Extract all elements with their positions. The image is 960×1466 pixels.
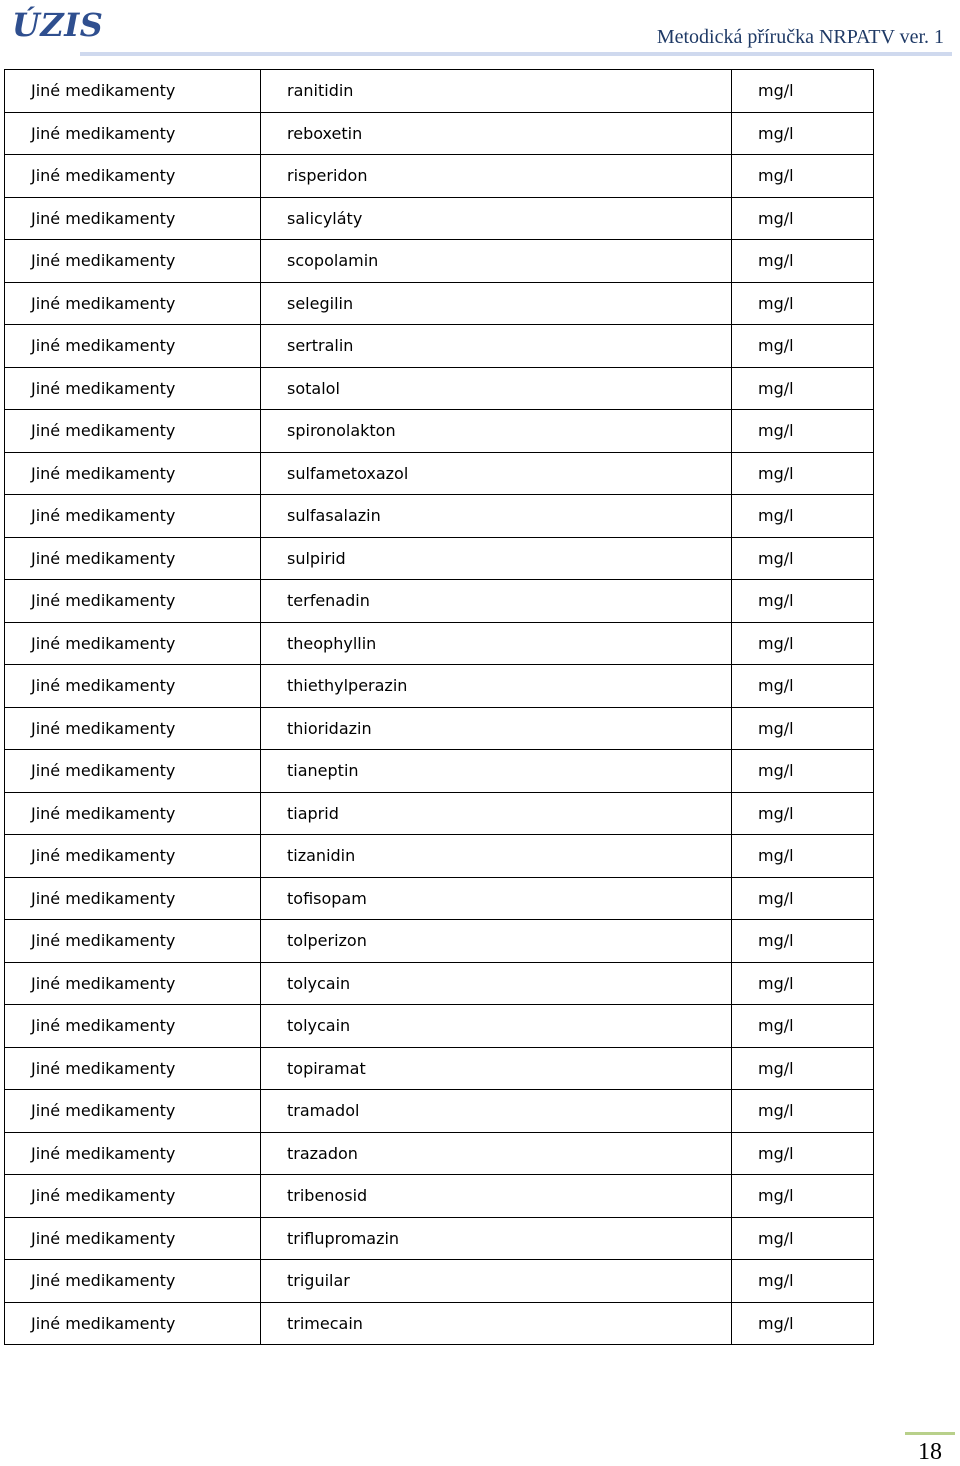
substance-cell: spironolakton	[261, 410, 732, 453]
category-cell: Jiné medikamenty	[5, 622, 261, 665]
category-cell: Jiné medikamenty	[5, 1175, 261, 1218]
substance-cell: triflupromazin	[261, 1217, 732, 1260]
substance-cell: triguilar	[261, 1260, 732, 1303]
substance-cell: risperidon	[261, 155, 732, 198]
substance-cell: tramadol	[261, 1090, 732, 1133]
category-cell: Jiné medikamenty	[5, 325, 261, 368]
category-cell: Jiné medikamenty	[5, 495, 261, 538]
substance-cell: sertralin	[261, 325, 732, 368]
category-cell: Jiné medikamenty	[5, 665, 261, 708]
substance-cell: tizanidin	[261, 835, 732, 878]
unit-cell: mg/l	[732, 877, 874, 920]
unit-cell: mg/l	[732, 1217, 874, 1260]
unit-cell: mg/l	[732, 1302, 874, 1345]
category-cell: Jiné medikamenty	[5, 707, 261, 750]
substance-cell: reboxetin	[261, 112, 732, 155]
unit-cell: mg/l	[732, 792, 874, 835]
substance-cell: ranitidin	[261, 70, 732, 113]
table-row	[5, 1175, 874, 1218]
category-cell: Jiné medikamenty	[5, 70, 261, 113]
table-row	[5, 367, 874, 410]
unit-cell: mg/l	[732, 580, 874, 623]
table-row	[5, 452, 874, 495]
table-row	[5, 325, 874, 368]
substance-cell: scopolamin	[261, 240, 732, 283]
unit-cell: mg/l	[732, 665, 874, 708]
category-cell: Jiné medikamenty	[5, 112, 261, 155]
unit-cell: mg/l	[732, 452, 874, 495]
substance-cell: tiaprid	[261, 792, 732, 835]
substance-cell: trazadon	[261, 1132, 732, 1175]
category-cell: Jiné medikamenty	[5, 1260, 261, 1303]
unit-cell: mg/l	[732, 1175, 874, 1218]
substance-cell: theophyllin	[261, 622, 732, 665]
page-number: 18	[905, 1432, 955, 1466]
substance-cell: selegilin	[261, 282, 732, 325]
unit-cell: mg/l	[732, 240, 874, 283]
unit-cell: mg/l	[732, 1090, 874, 1133]
unit-cell: mg/l	[732, 622, 874, 665]
unit-cell: mg/l	[732, 1005, 874, 1048]
unit-cell: mg/l	[732, 410, 874, 453]
category-cell: Jiné medikamenty	[5, 835, 261, 878]
category-cell: Jiné medikamenty	[5, 452, 261, 495]
substance-cell: thiethylperazin	[261, 665, 732, 708]
unit-cell: mg/l	[732, 495, 874, 538]
substance-cell: salicyláty	[261, 197, 732, 240]
category-cell: Jiné medikamenty	[5, 197, 261, 240]
substance-cell: sulfametoxazol	[261, 452, 732, 495]
substance-cell: sotalol	[261, 367, 732, 410]
category-cell: Jiné medikamenty	[5, 240, 261, 283]
category-cell: Jiné medikamenty	[5, 1005, 261, 1048]
category-cell: Jiné medikamenty	[5, 1302, 261, 1345]
substance-cell: terfenadin	[261, 580, 732, 623]
category-cell: Jiné medikamenty	[5, 410, 261, 453]
table-row	[5, 240, 874, 283]
table-row	[5, 1217, 874, 1260]
category-cell: Jiné medikamenty	[5, 962, 261, 1005]
page-header	[0, 0, 960, 60]
uzis-logo: ÚZIS	[12, 6, 104, 44]
table-row	[5, 537, 874, 580]
category-cell: Jiné medikamenty	[5, 877, 261, 920]
substance-cell: tolperizon	[261, 920, 732, 963]
unit-cell: mg/l	[732, 537, 874, 580]
unit-cell: mg/l	[732, 750, 874, 793]
unit-cell: mg/l	[732, 962, 874, 1005]
table-row	[5, 622, 874, 665]
category-cell: Jiné medikamenty	[5, 792, 261, 835]
table-row	[5, 197, 874, 240]
table-row	[5, 112, 874, 155]
table-body	[5, 70, 874, 1345]
table-row	[5, 282, 874, 325]
unit-cell: mg/l	[732, 707, 874, 750]
table-row	[5, 792, 874, 835]
table-row	[5, 70, 874, 113]
category-cell: Jiné medikamenty	[5, 1090, 261, 1133]
unit-cell: mg/l	[732, 1132, 874, 1175]
category-cell: Jiné medikamenty	[5, 1217, 261, 1260]
substance-cell: thioridazin	[261, 707, 732, 750]
category-cell: Jiné medikamenty	[5, 1047, 261, 1090]
unit-cell: mg/l	[732, 112, 874, 155]
table-row	[5, 495, 874, 538]
table-row	[5, 665, 874, 708]
medication-table	[4, 69, 874, 1345]
substance-cell: sulpirid	[261, 537, 732, 580]
table-row	[5, 580, 874, 623]
category-cell: Jiné medikamenty	[5, 750, 261, 793]
unit-cell: mg/l	[732, 70, 874, 113]
table-row	[5, 1260, 874, 1303]
table-row	[5, 1132, 874, 1175]
table-row	[5, 1302, 874, 1345]
substance-cell: tolycain	[261, 1005, 732, 1048]
substance-cell: tolycain	[261, 962, 732, 1005]
table-row	[5, 877, 874, 920]
document-title: Metodická příručka NRPATV ver. 1	[656, 26, 944, 48]
substance-cell: tribenosid	[261, 1175, 732, 1218]
unit-cell: mg/l	[732, 1047, 874, 1090]
unit-cell: mg/l	[732, 155, 874, 198]
unit-cell: mg/l	[732, 282, 874, 325]
unit-cell: mg/l	[732, 835, 874, 878]
substance-cell: tofisopam	[261, 877, 732, 920]
table-row	[5, 835, 874, 878]
table-row	[5, 1090, 874, 1133]
unit-cell: mg/l	[732, 197, 874, 240]
table-row	[5, 707, 874, 750]
table-row	[5, 1047, 874, 1090]
unit-cell: mg/l	[732, 325, 874, 368]
unit-cell: mg/l	[732, 367, 874, 410]
unit-cell: mg/l	[732, 920, 874, 963]
table-row	[5, 155, 874, 198]
table-row	[5, 750, 874, 793]
table-row	[5, 962, 874, 1005]
substance-cell: tianeptin	[261, 750, 732, 793]
table-row	[5, 920, 874, 963]
substance-cell: trimecain	[261, 1302, 732, 1345]
category-cell: Jiné medikamenty	[5, 580, 261, 623]
category-cell: Jiné medikamenty	[5, 367, 261, 410]
table-row	[5, 1005, 874, 1048]
substance-cell: sulfasalazin	[261, 495, 732, 538]
header-rule	[80, 52, 952, 56]
substance-cell: topiramat	[261, 1047, 732, 1090]
category-cell: Jiné medikamenty	[5, 155, 261, 198]
category-cell: Jiné medikamenty	[5, 537, 261, 580]
table-row	[5, 410, 874, 453]
unit-cell: mg/l	[732, 1260, 874, 1303]
category-cell: Jiné medikamenty	[5, 282, 261, 325]
category-cell: Jiné medikamenty	[5, 1132, 261, 1175]
category-cell: Jiné medikamenty	[5, 920, 261, 963]
